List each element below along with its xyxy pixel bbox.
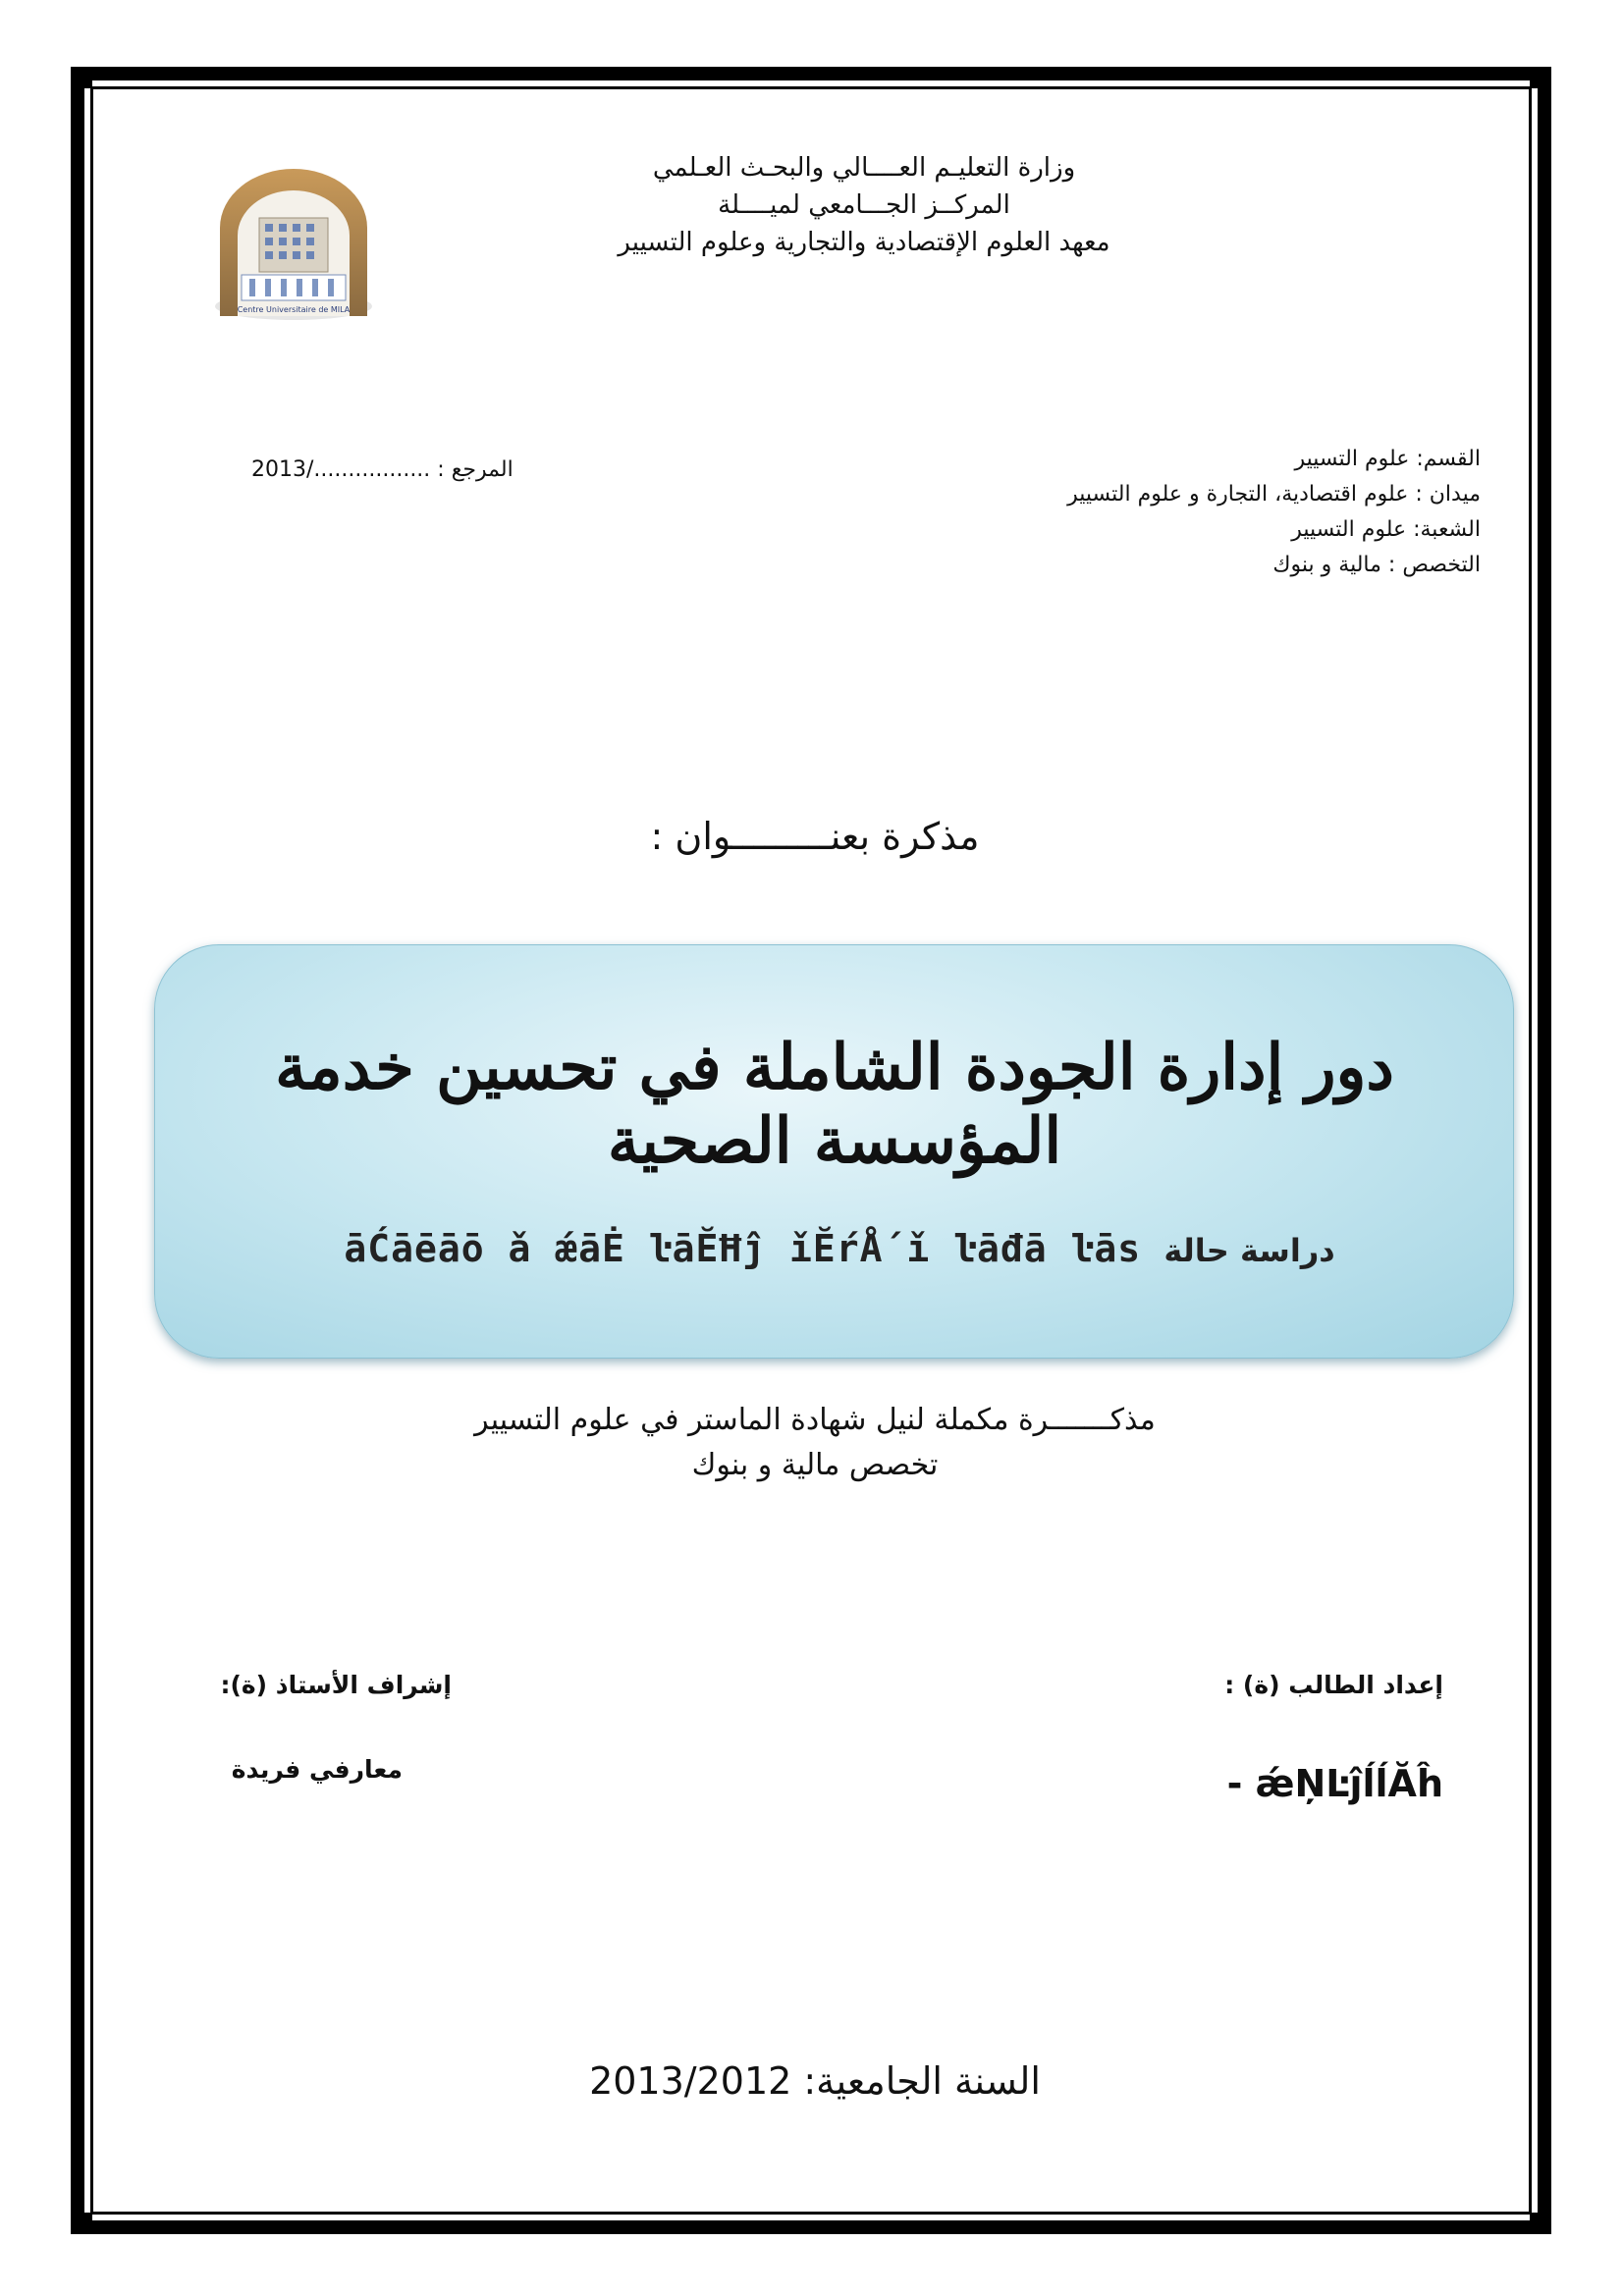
supervisor-name: معارفي فريدة: [231, 1755, 403, 1784]
university-line: المركــز الجـــامعي لميــــلة: [718, 190, 1010, 220]
ministry-header: [550, 149, 1178, 261]
institute-line: معهد العلوم الإقتصادية والتجارية وعلوم التسيير: [618, 228, 1110, 257]
case-study-label: دراسة حالة: [1163, 1232, 1335, 1269]
degree-statement: [432, 1398, 1198, 1488]
specialty-line: التخصص : مالية و بنوك: [1272, 553, 1481, 577]
student-label: إعداد الطالب (ة) :: [1224, 1671, 1443, 1699]
case-study-line: [285, 1227, 1394, 1270]
border-corner: [1530, 67, 1551, 88]
border-corner: [1530, 2213, 1551, 2234]
university-logo: [200, 159, 387, 336]
academic-year: السنة الجامعية: 2013/2012: [589, 2059, 1041, 2103]
border-corner: [71, 67, 92, 88]
department-info: [884, 442, 1481, 583]
branch-line: الشعبة: علوم التسيير: [1291, 517, 1481, 542]
memo-heading: مذكرة بعنـــــــــوان :: [650, 815, 980, 858]
field-line: ميدان : علوم اقتصادية، التجارة و علوم التسيير: [1067, 482, 1481, 507]
department-line: القسم: علوم التسيير: [1294, 447, 1481, 471]
case-study-garbled: āĆāēāō ǎ ǽāĖ ŀāĔĦĵ ǐĔŕǺ ǐ ŀāđā ŀās: [344, 1227, 1142, 1270]
student-name: - ǽŅĿĵĺĺĂĥ: [1226, 1762, 1443, 1805]
specialty-line: تخصص مالية و بنوك: [691, 1448, 939, 1482]
logo-caption: Centre Universitaire de MILA: [237, 305, 351, 314]
reference-number: المرجع : ................./2013: [251, 457, 514, 482]
supervisor-label: إشراف الأستاذ (ة):: [220, 1671, 452, 1699]
border-corner: [71, 2213, 92, 2234]
degree-line: مذكـــــــرة مكملة لنيل شهادة الماستر في علوم التسيير: [474, 1403, 1156, 1437]
ministry-line: وزارة التعليـم العــــالي والبحـث العـلمي: [652, 153, 1076, 183]
thesis-title: دور إدارة الجودة الشاملة في تحسين خدمة المؤسسة الصحية: [275, 1031, 1394, 1178]
